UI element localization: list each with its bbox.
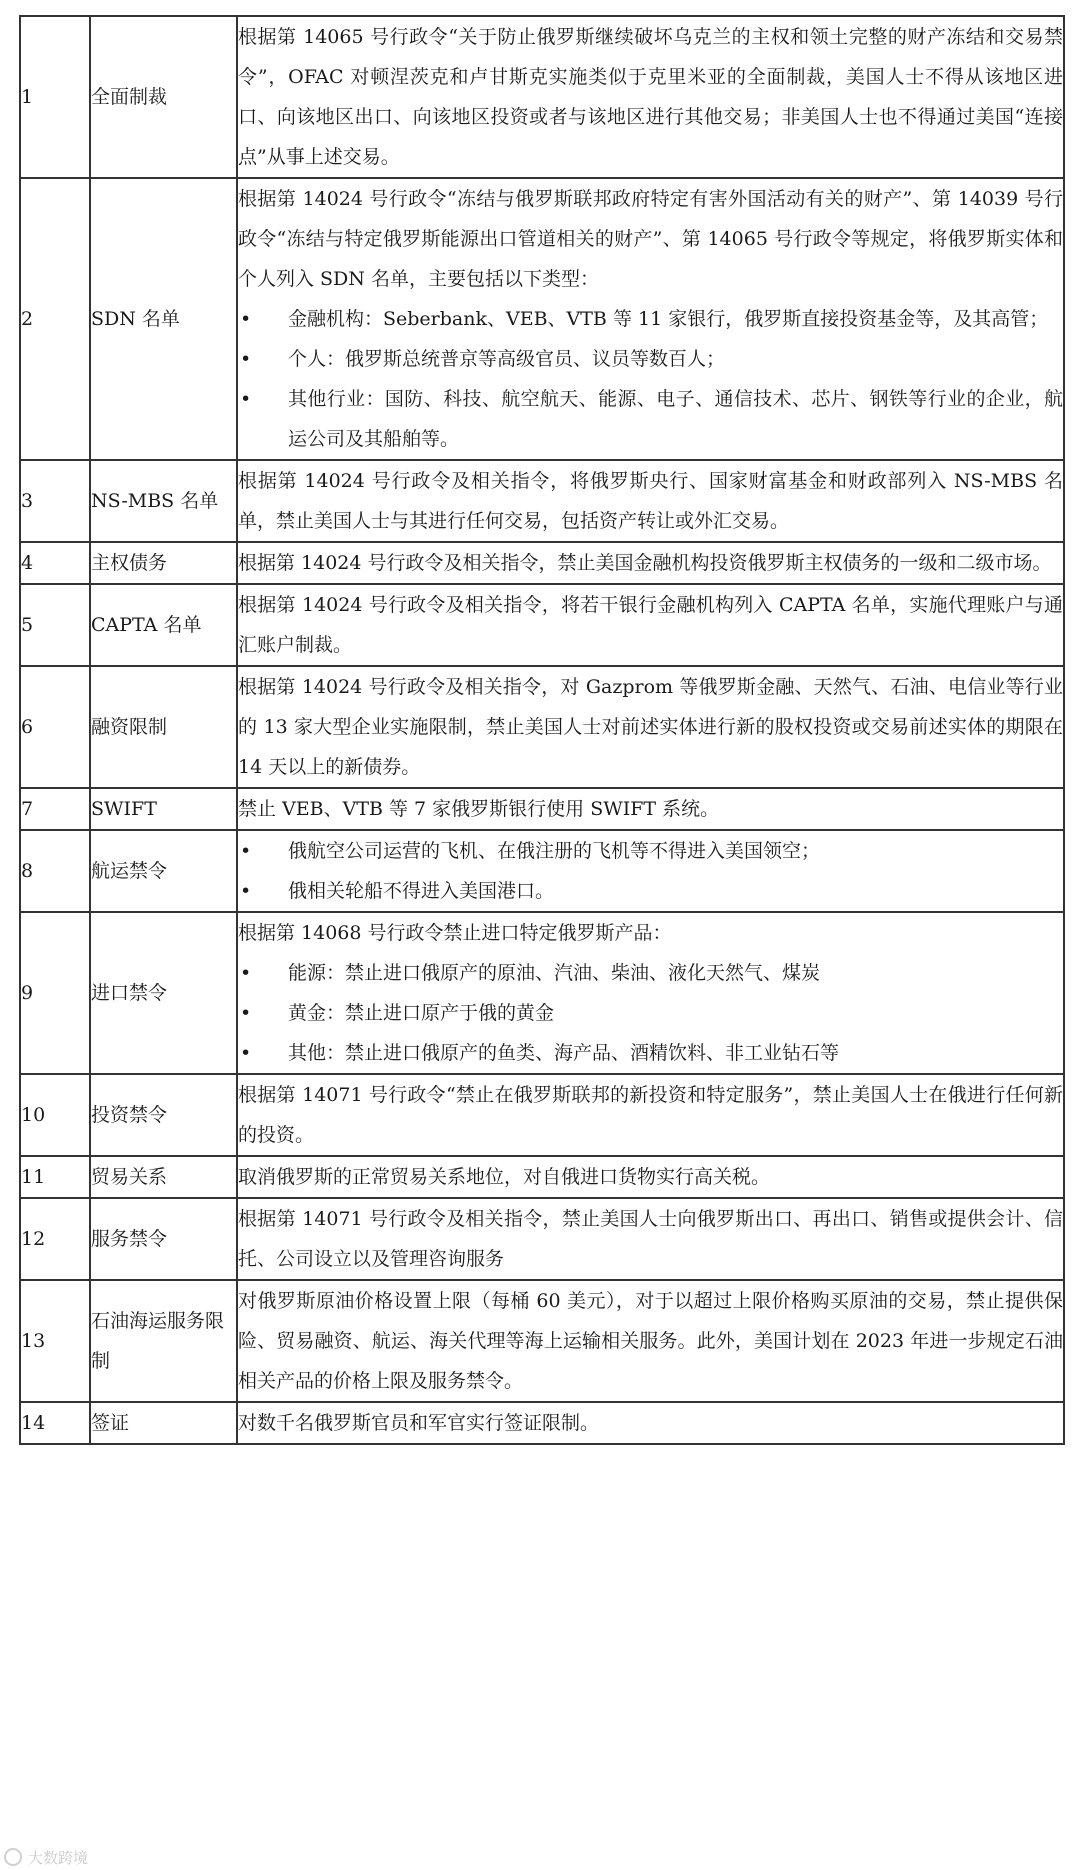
row-description bbox=[237, 178, 1064, 460]
description-text: 禁止 VEB、VTB 等 7 家俄罗斯银行使用 SWIFT 系统。 bbox=[238, 798, 720, 820]
row-category: 签证 bbox=[90, 1402, 237, 1444]
description-text: 根据第 14024 号行政令及相关指令，对 Gazprom 等俄罗斯金融、天然气、石油、电信业等行业的 13 家大型企业实施限制，禁止美国人士对前述实体进行新的股权投资或交易前述实体的期限在 14 天以上的新债券。 bbox=[238, 676, 1063, 778]
description-text: 根据第 14024 号行政令及相关指令，禁止美国金融机构投资俄罗斯主权债务的一级和二级市场。 bbox=[238, 552, 1052, 574]
row-number: 8 bbox=[20, 830, 90, 912]
description-text: 根据第 14024 号行政令及相关指令，将俄罗斯央行、国家财富基金和财政部列入 NS-MBS 名单，禁止美国人士与其进行任何交易，包括资产转让或外汇交易。 bbox=[238, 470, 1063, 532]
list-item bbox=[238, 993, 1063, 1033]
row-category: 进口禁令 bbox=[90, 912, 237, 1074]
row-description bbox=[237, 1402, 1064, 1444]
bullet-icon: • bbox=[240, 840, 252, 862]
list-item-text: 其他：禁止进口俄原产的鱼类、海产品、酒精饮料、非工业钻石等 bbox=[288, 1042, 840, 1064]
bullet-icon: • bbox=[240, 348, 252, 370]
list-item-text: 金融机构：Seberbank、VEB、VTB 等 11 家银行，俄罗斯直接投资基金等，及其高管； bbox=[288, 308, 1049, 330]
row-number: 1 bbox=[20, 16, 90, 178]
bullet-icon: • bbox=[240, 308, 252, 330]
row-category: NS-MBS 名单 bbox=[90, 460, 237, 542]
list-item bbox=[238, 379, 1063, 459]
row-number: 12 bbox=[20, 1198, 90, 1280]
row-number: 3 bbox=[20, 460, 90, 542]
row-number: 6 bbox=[20, 666, 90, 788]
bullet-icon: • bbox=[240, 880, 252, 902]
list-item-text: 俄航空公司运营的飞机、在俄注册的飞机等不得进入美国领空； bbox=[288, 840, 821, 862]
list-item-text: 能源：禁止进口俄原产的原油、汽油、柴油、液化天然气、煤炭 bbox=[288, 962, 821, 984]
row-description bbox=[237, 1198, 1064, 1280]
table-row bbox=[20, 1074, 1064, 1156]
table-row bbox=[20, 788, 1064, 830]
sanctions-table-body bbox=[20, 16, 1064, 1444]
table-row bbox=[20, 830, 1064, 912]
description-text: 对俄罗斯原油价格设置上限（每桶 60 美元），对于以超过上限价格购买原油的交易，禁止提供保险、贸易融资、航运、海关代理等海上运输相关服务。此外，美国计划在 2023 年进一步规定石油相关产品的价格上限及服务禁令。 bbox=[238, 1290, 1063, 1392]
bullet-list bbox=[238, 831, 1063, 911]
table-row bbox=[20, 460, 1064, 542]
table-row bbox=[20, 1280, 1064, 1402]
row-description bbox=[237, 1074, 1064, 1156]
list-item bbox=[238, 871, 1063, 911]
table-row bbox=[20, 584, 1064, 666]
list-item bbox=[238, 339, 1063, 379]
row-category: 航运禁令 bbox=[90, 830, 237, 912]
row-number: 14 bbox=[20, 1402, 90, 1444]
row-category: 全面制裁 bbox=[90, 16, 237, 178]
row-description bbox=[237, 542, 1064, 584]
row-description bbox=[237, 16, 1064, 178]
row-description bbox=[237, 1156, 1064, 1198]
row-description bbox=[237, 460, 1064, 542]
watermark-logo-icon bbox=[4, 1848, 22, 1866]
row-category: 主权债务 bbox=[90, 542, 237, 584]
row-category: SDN 名单 bbox=[90, 178, 237, 460]
row-category: CAPTA 名单 bbox=[90, 584, 237, 666]
description-text: 根据第 14068 号行政令禁止进口特定俄罗斯产品： bbox=[238, 922, 672, 944]
row-description bbox=[237, 830, 1064, 912]
description-text: 根据第 14024 号行政令“冻结与俄罗斯联邦政府特定有害外国活动有关的财产”、第 14039 号行政令“冻结与特定俄罗斯能源出口管道相关的财产”、第 14065 号行政令等规定，将俄罗斯实体和个人列入 SDN 名单，主要包括以下类型： bbox=[238, 188, 1063, 290]
description-text: 对数千名俄罗斯官员和军官实行签证限制。 bbox=[238, 1412, 600, 1434]
list-item bbox=[238, 299, 1063, 339]
list-item-text: 个人：俄罗斯总统普京等高级官员、议员等数百人； bbox=[288, 348, 726, 370]
bullet-icon: • bbox=[240, 962, 252, 984]
description-text: 根据第 14071 号行政令“禁止在俄罗斯联邦的新投资和特定服务”，禁止美国人士在俄进行任何新的投资。 bbox=[238, 1084, 1063, 1146]
row-number: 11 bbox=[20, 1156, 90, 1198]
row-number: 7 bbox=[20, 788, 90, 830]
row-number: 9 bbox=[20, 912, 90, 1074]
table-row bbox=[20, 666, 1064, 788]
table-row bbox=[20, 912, 1064, 1074]
row-number: 10 bbox=[20, 1074, 90, 1156]
row-category: 贸易关系 bbox=[90, 1156, 237, 1198]
bullet-icon: • bbox=[240, 388, 252, 410]
row-description bbox=[237, 1280, 1064, 1402]
bullet-icon: • bbox=[240, 1002, 252, 1024]
watermark bbox=[4, 1846, 88, 1868]
table-row bbox=[20, 178, 1064, 460]
row-description bbox=[237, 912, 1064, 1074]
description-text: 取消俄罗斯的正常贸易关系地位，对自俄进口货物实行高关税。 bbox=[238, 1166, 771, 1188]
bullet-icon: • bbox=[240, 1042, 252, 1064]
table-row bbox=[20, 1198, 1064, 1280]
watermark-text: 大数跨境 bbox=[28, 1848, 89, 1867]
list-item-text: 俄相关轮船不得进入美国港口。 bbox=[288, 880, 555, 902]
row-description bbox=[237, 584, 1064, 666]
list-item bbox=[238, 953, 1063, 993]
row-category: 服务禁令 bbox=[90, 1198, 237, 1280]
list-item-text: 其他行业：国防、科技、航空航天、能源、电子、通信技术、芯片、钢铁等行业的企业，航运公司及其船舶等。 bbox=[288, 388, 1063, 450]
description-text: 根据第 14024 号行政令及相关指令，将若干银行金融机构列入 CAPTA 名单，实施代理账户与通汇账户制裁。 bbox=[238, 594, 1063, 656]
bullet-list bbox=[238, 953, 1063, 1073]
bullet-list bbox=[238, 299, 1063, 459]
table-row bbox=[20, 1402, 1064, 1444]
row-number: 13 bbox=[20, 1280, 90, 1402]
row-category: 投资禁令 bbox=[90, 1074, 237, 1156]
row-description bbox=[237, 666, 1064, 788]
row-category: 石油海运服务限制 bbox=[90, 1280, 237, 1402]
sanctions-table bbox=[19, 15, 1065, 1445]
list-item bbox=[238, 1033, 1063, 1073]
row-number: 2 bbox=[20, 178, 90, 460]
table-row bbox=[20, 16, 1064, 178]
description-text: 根据第 14071 号行政令及相关指令，禁止美国人士向俄罗斯出口、再出口、销售或提供会计、信托、公司设立以及管理咨询服务 bbox=[238, 1208, 1063, 1270]
row-number: 4 bbox=[20, 542, 90, 584]
row-category: 融资限制 bbox=[90, 666, 237, 788]
row-category: SWIFT bbox=[90, 788, 237, 830]
list-item bbox=[238, 831, 1063, 871]
list-item-text: 黄金：禁止进口原产于俄的黄金 bbox=[288, 1002, 555, 1024]
row-description bbox=[237, 788, 1064, 830]
row-number: 5 bbox=[20, 584, 90, 666]
table-row bbox=[20, 542, 1064, 584]
description-text: 根据第 14065 号行政令“关于防止俄罗斯继续破坏乌克兰的主权和领土完整的财产冻结和交易禁令”，OFAC 对顿涅茨克和卢甘斯克实施类似于克里米亚的全面制裁，美国人士不得从该地区进口、向该地区出口、向该地区投资或者与该地区进行其他交易；非美国人士也不得通过美国“连接点”从事上述交易。 bbox=[238, 26, 1063, 168]
table-row bbox=[20, 1156, 1064, 1198]
